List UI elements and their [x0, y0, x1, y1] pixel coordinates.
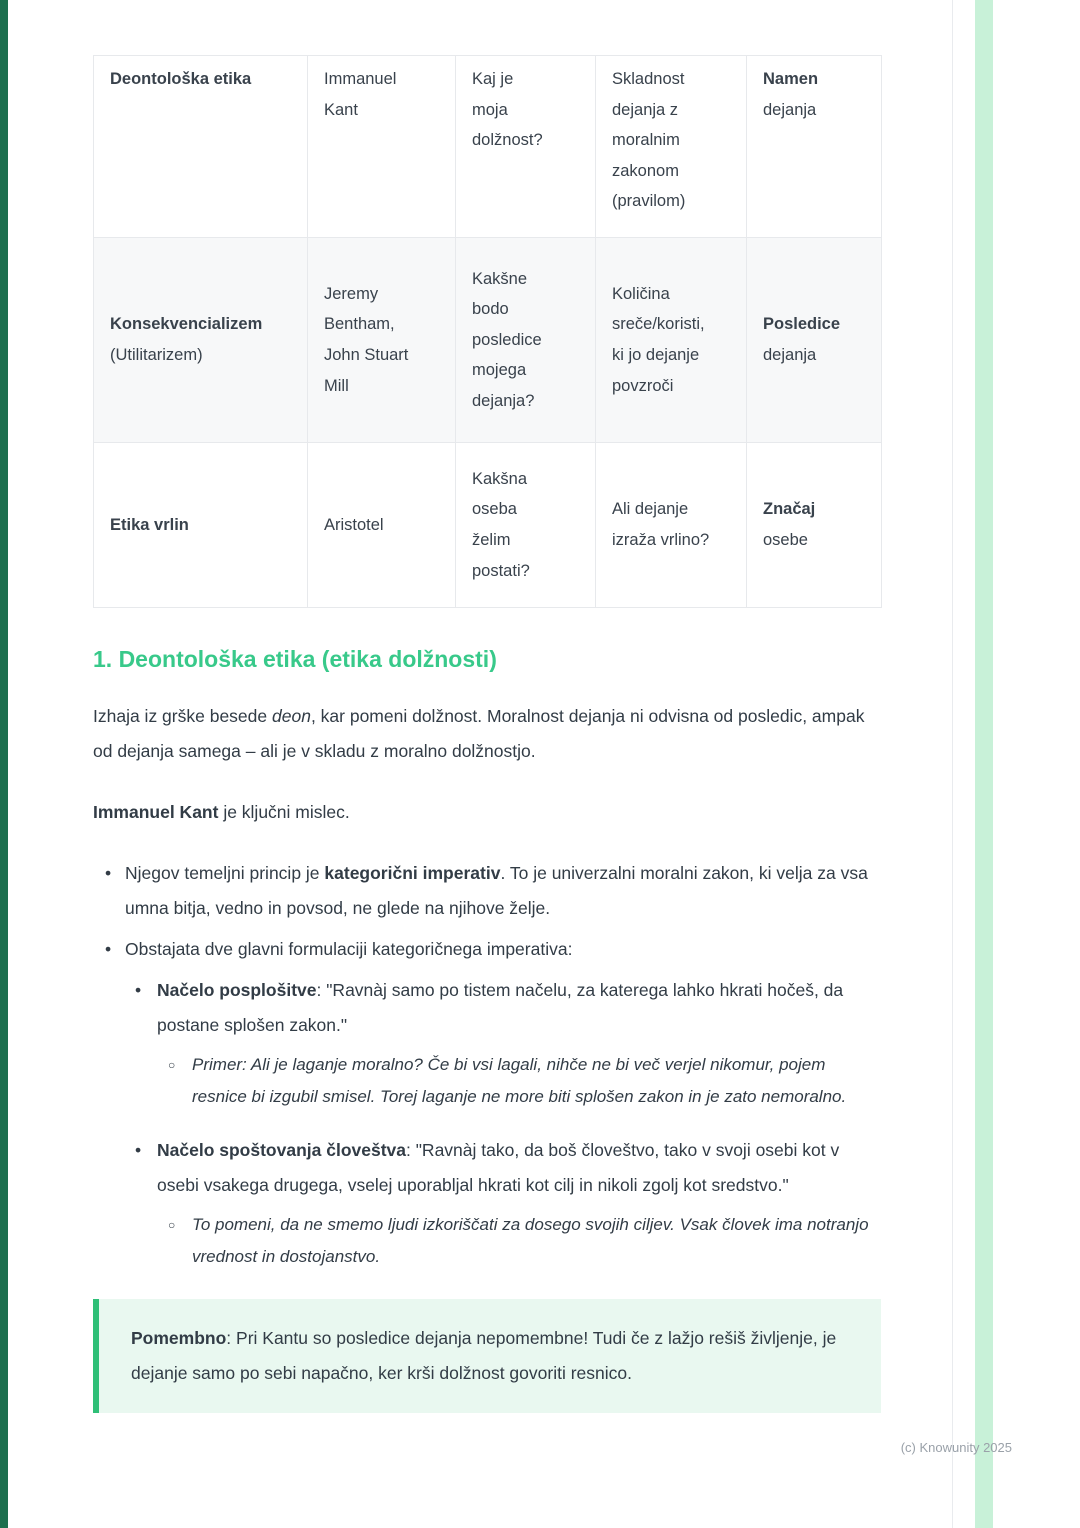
cell-philosopher: Jeremy Bentham, John Stuart Mill — [308, 238, 456, 443]
li-text: Obstajata dve glavni formulaciji kategoričnega imperativa: — [125, 939, 573, 959]
cell-question: Kakšna oseba želim postati? — [456, 443, 596, 608]
theory-name: Deontološka etika — [110, 70, 252, 88]
section-heading: 1. Deontološka etika (etika dolžnosti) — [93, 646, 497, 672]
li-text: : "Ravnàj samo po tistem načelu, za katerega lahko hkrati hočeš, da postane splošen zakon." — [157, 980, 844, 1035]
theory-name: Etika vrlin — [110, 515, 189, 534]
intro-term-deon: deon — [272, 706, 311, 726]
cell-question: Kaj je moja dolžnost? — [456, 56, 596, 238]
li-text: Primer: Ali je laganje moralno? Če bi vsi lagali, nihče ne bi več verjel nikomur, pojem resnice bi izgubil smisel. Torej laganje ne more biti splošen zakon in je zato nemoralno. — [192, 1055, 847, 1106]
li-text: Njegov temeljni princip je — [125, 863, 325, 883]
li-text: : "Ravnàj tako, da boš človeštvo, tako v svoji osebi kot v osebi vsakega drugega, vselej uporabljal hkrati kot cilj in nikoli zgolj kot sredstvo." — [157, 1139, 840, 1195]
left-accent-bar — [0, 0, 8, 1528]
callout-text: : Pri Kantu so posledice dejanja nepomembne! Tudi če z lažjo rešiš življenje, je dejanje samo po sebi napačno, ker krši dolžnost govoriti resnico. — [131, 1327, 837, 1383]
ethics-comparison-table — [93, 55, 882, 608]
cell-criterion: Količina sreče/koristi, ki jo dejanje povzroči — [596, 238, 747, 443]
table-row-deontologic — [94, 56, 882, 238]
cell-question: Kakšne bodo posledice mojega dejanja? — [456, 238, 596, 443]
focus-keyword: Posledice — [763, 315, 841, 334]
cell-theory — [94, 443, 308, 608]
document-content — [93, 0, 881, 1413]
focus-rest: osebe — [763, 531, 808, 549]
li-keyword: kategorični imperativ — [324, 863, 501, 883]
kant-paragraph — [93, 795, 881, 830]
table-row-consequentialism — [94, 238, 882, 443]
focus-rest: dejanja — [763, 100, 817, 119]
theory-note: (Utilitarizem) — [110, 346, 203, 364]
li-text: To pomeni, da ne smemo ljudi izkoriščati za dosego svojih ciljev. Vsak človek ima notranjo vrednost in dostojanstvo. — [192, 1214, 869, 1266]
table-row-virtue-ethics — [94, 443, 882, 608]
cell-criterion: Skladnost dejanja z moralnim zakonom (pravilom) — [596, 56, 747, 238]
callout-label: Pomembno — [131, 1327, 227, 1348]
copyright-notice: (c) Knowunity 2025 — [900, 1440, 1012, 1455]
cell-philosopher: Aristotel — [308, 443, 456, 608]
focus-keyword: Značaj — [763, 500, 816, 519]
intro-text: Izhaja iz grške besede — [93, 706, 272, 726]
important-callout — [93, 1299, 881, 1413]
focus-keyword: Namen — [763, 70, 819, 88]
kant-text: je ključni mislec. — [218, 802, 350, 822]
list-item-universalization-example — [93, 1049, 881, 1113]
li-text: . To je univerzalni moralni zakon, ki velja za vsa umna bitja, vedno in povsod, ne glede na njihove želje. — [125, 863, 868, 918]
list-item-humanity-example — [93, 1209, 881, 1273]
right-accent-bar — [975, 0, 993, 1528]
cell-criterion: Ali dejanje izraža vrlino? — [596, 443, 747, 608]
list-item-humanity — [93, 1133, 881, 1203]
intro-text: , kar pomeni dolžnost. Moralnost dejanja ni odvisna od posledic, ampak od dejanja samega – ali je v skladu z moralno dolžnostjo. — [93, 706, 865, 761]
list-item-two-formulations — [93, 932, 881, 967]
focus-rest: dejanja — [763, 346, 817, 364]
kant-name: Immanuel Kant — [93, 802, 219, 822]
intro-paragraph — [93, 699, 881, 769]
cell-focus — [747, 56, 882, 238]
theory-name: Konsekvencializem — [110, 315, 263, 334]
cell-focus — [747, 443, 882, 608]
cell-philosopher: Immanuel Kant — [308, 56, 456, 238]
list-item-universalization — [93, 973, 881, 1043]
li-keyword: Načelo spoštovanja človeštva — [157, 1139, 406, 1160]
li-keyword: Načelo posplošitve — [157, 980, 317, 1000]
cell-theory — [94, 56, 308, 238]
cell-theory — [94, 238, 308, 443]
kant-principles-list — [93, 856, 881, 1273]
document-page — [8, 0, 953, 1528]
cell-focus — [747, 238, 882, 443]
list-item-categorical-imperative — [93, 856, 881, 926]
